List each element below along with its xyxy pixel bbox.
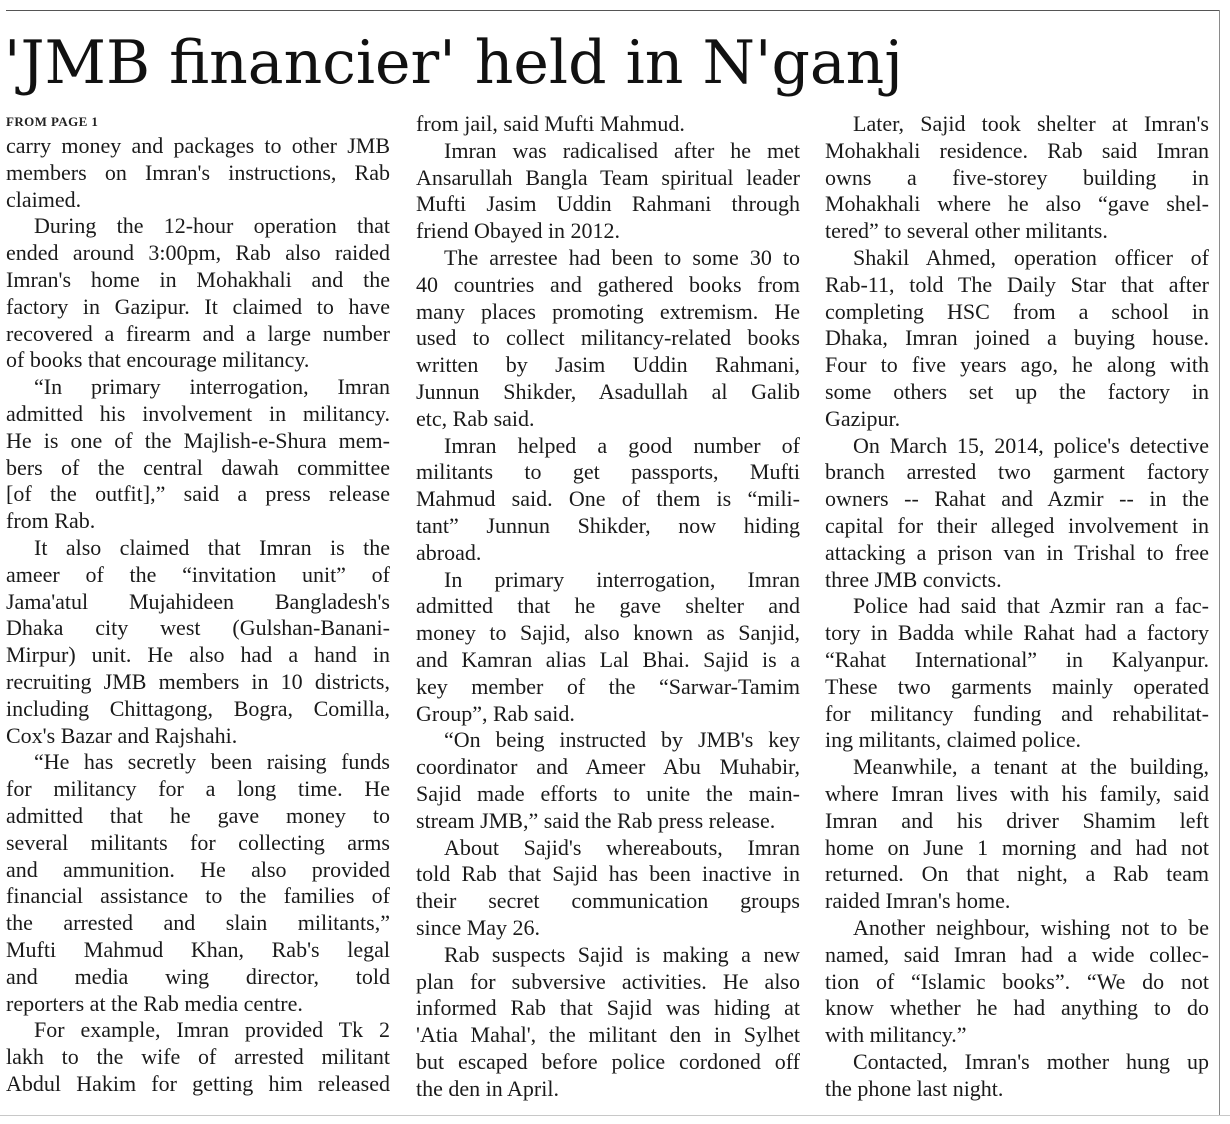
article-line: carry money and packages to other JMB xyxy=(6,133,390,158)
article-line: written by Jasim Uddin Rahmani, xyxy=(416,352,800,378)
article-line: the phone last night. xyxy=(825,1075,1004,1101)
article-line: money to Sajid, also known as Sanjid, xyxy=(416,620,800,646)
article-line: “In primary interrogation, Imran xyxy=(34,374,390,400)
article-line: some others set up the factory in xyxy=(825,378,1209,404)
article-line: militants to get passports, Mufti xyxy=(416,459,800,485)
article-line: ended around 3:00pm, Rab also raided xyxy=(6,240,390,266)
article-line: plan for subversive activities. He also xyxy=(416,968,800,994)
article-line: know whether he had anything to do xyxy=(825,995,1209,1021)
article-line: factory in Gazipur. It claimed to have xyxy=(6,293,390,319)
article-line: ing militants, claimed police. xyxy=(825,727,1081,753)
article-line: named, said Imran had a wide collec- xyxy=(825,941,1209,967)
article-line: Junnun Shikder, Asadullah al Galib xyxy=(416,378,800,404)
article-line: stream JMB,” said the Rab press release. xyxy=(416,807,776,833)
article-line: many places promoting extremism. He xyxy=(416,298,800,324)
article-line: Contacted, Imran's mother hung up xyxy=(853,1048,1209,1074)
article-line: Shakil Ahmed, operation officer of xyxy=(853,244,1209,270)
article-line: Mirpur) unit. He also had a hand in xyxy=(6,642,390,668)
article-line: admitted that he gave shelter and xyxy=(416,593,800,619)
article-line: recruiting JMB members in 10 districts, xyxy=(6,668,390,694)
article-line: Ansarullah Bangla Team spiritual leader xyxy=(416,164,800,190)
article-line: raided Imran's home. xyxy=(825,888,1011,914)
article-line: their secret communication groups xyxy=(416,888,800,914)
article-line: Jama'atul Mujahideen Bangladesh's xyxy=(6,588,390,614)
article-line: Dhaka city west (Gulshan-Banani- xyxy=(6,615,390,641)
article-line: The arrestee had been to some 30 to xyxy=(444,244,800,270)
article-line: lakh to the wife of arrested militant xyxy=(6,1044,390,1070)
article-line: returned. On that night, a Rab team xyxy=(825,861,1209,887)
article-line: admitted his involvement in militancy. xyxy=(6,400,390,426)
article-line: Imran was radicalised after he met xyxy=(444,137,800,163)
article-line: Sajid made efforts to unite the main- xyxy=(416,780,800,806)
article-line: tory in Badda while Rahat had a factory xyxy=(825,620,1209,646)
article-line: On March 15, 2014, police's detective xyxy=(853,432,1209,458)
article-line: Imran helped a good number of xyxy=(444,432,800,458)
article-line: for militancy for a long time. He xyxy=(6,776,390,802)
article-line: reporters at the Rab media centre. xyxy=(6,990,303,1016)
article-line: [of the outfit],” said a press release xyxy=(6,481,390,507)
article-line: These two garments mainly operated xyxy=(825,673,1209,699)
article-line: abroad. xyxy=(416,539,482,565)
article-line: During the 12-hour operation that xyxy=(34,213,390,239)
kicker-from-page: FROM PAGE 1 xyxy=(6,114,99,129)
article-line: Abdul Hakim for getting him released xyxy=(6,1070,390,1096)
article-line: It also claimed that Imran is the xyxy=(34,534,390,560)
article-line: coordinator and Ameer Abu Muhabir, xyxy=(416,754,800,780)
article-line: Dhaka, Imran joined a buying house. xyxy=(825,325,1209,351)
article-line: etc, Rab said. xyxy=(416,405,535,431)
article-line: several militants for collecting arms xyxy=(6,829,390,855)
article-column-1 xyxy=(6,111,390,1098)
article-line: owns a five-storey building in xyxy=(825,164,1209,190)
article-line: branch arrested two garment factory xyxy=(825,459,1209,485)
article-line: Group”, Rab said. xyxy=(416,700,575,726)
article-line: where Imran lives with his family, said xyxy=(825,780,1209,806)
article-line: Imran's home in Mohakhali and the xyxy=(6,266,390,292)
article-line: Rab suspects Sajid is making a new xyxy=(444,941,800,967)
article-line: including Chittagong, Bogra, Comilla, xyxy=(6,695,390,721)
article-line: 'Atia Mahal', the militant den in Sylhet xyxy=(416,1022,800,1048)
article-line: recovered a firearm and a large number xyxy=(6,320,390,346)
top-rule xyxy=(6,10,1220,11)
article-line: since May 26. xyxy=(416,914,541,940)
article-line: home on June 1 morning and had not xyxy=(825,834,1209,860)
article-line: of books that encourage militancy. xyxy=(6,347,310,373)
article-column-3 xyxy=(825,111,1209,1102)
article-line: three JMB convicts. xyxy=(825,566,1002,592)
article-line: Rab-11, told The Daily Star that after xyxy=(825,271,1209,297)
article-line: Gazipur. xyxy=(825,405,901,431)
article-line: from jail, said Mufti Mahmud. xyxy=(416,111,685,136)
article-line: key member of the “Sarwar-Tamim xyxy=(416,673,800,699)
article-line: 40 countries and gathered books from xyxy=(416,271,800,297)
bottom-rule xyxy=(0,1115,1230,1116)
article-line: Imran and his driver Shamim left xyxy=(825,807,1209,833)
article-line: completing HSC from a school in xyxy=(825,298,1209,324)
article-line: ameer of the “invitation unit” of xyxy=(6,561,390,587)
article-line: told Rab that Sajid has been inactive in xyxy=(416,861,800,887)
headline: 'JMB financier' held in N'ganj xyxy=(4,28,903,98)
article-line: “He has secretly been raising funds xyxy=(34,749,390,775)
article-line: Cox's Bazar and Rajshahi. xyxy=(6,722,238,748)
article-line: but escaped before police cordoned off xyxy=(416,1048,800,1074)
article-line: financial assistance to the families of xyxy=(6,883,390,909)
article-line: Later, Sajid took shelter at Imran's xyxy=(853,111,1209,136)
article-line: for militancy funding and rehabilitat- xyxy=(825,700,1209,726)
article-line: Police had said that Azmir ran a fac- xyxy=(853,593,1209,619)
article-line: owners -- Rahat and Azmir -- in the xyxy=(825,486,1209,512)
article-line: “On being instructed by JMB's key xyxy=(444,727,800,753)
article-line: bers of the central dawah committee xyxy=(6,454,390,480)
article-line: Mohakhali where he also “gave shel- xyxy=(825,191,1209,217)
article-line: tant” Junnun Shikder, now hiding xyxy=(416,512,800,538)
article-line: Another neighbour, wishing not to be xyxy=(853,914,1209,940)
article-line: Mahmud said. One of them is “mili- xyxy=(416,486,800,512)
article-line: “Rahat International” in Kalyanpur. xyxy=(825,646,1209,672)
article-line: claimed. xyxy=(6,186,82,212)
article-line: capital for their alleged involvement in xyxy=(825,512,1209,538)
article-line: informed Rab that Sajid was hiding at xyxy=(416,995,800,1021)
article-line: He is one of the Majlish-e-Shura mem- xyxy=(6,427,390,453)
article-line: About Sajid's whereabouts, Imran xyxy=(444,834,800,860)
article-line: Mufti Jasim Uddin Rahmani through xyxy=(416,191,800,217)
article-line: Four to five years ago, he along with xyxy=(825,352,1209,378)
article-column-2 xyxy=(416,111,800,1102)
article-line: the arrested and slain militants,” xyxy=(6,910,390,936)
article-line: from Rab. xyxy=(6,508,96,534)
article-line: admitted that he gave money to xyxy=(6,802,390,828)
article-line: Mufti Mahmud Khan, Rab's legal xyxy=(6,936,390,962)
right-column-rule xyxy=(1219,10,1220,1116)
article-line: the den in April. xyxy=(416,1075,559,1101)
article-line: tered” to several other militants. xyxy=(825,218,1108,244)
article-line: and media wing director, told xyxy=(6,963,390,989)
article-line: and Kamran alias Lal Bhai. Sajid is a xyxy=(416,646,800,672)
article-line: Mohakhali residence. Rab said Imran xyxy=(825,137,1209,163)
article-line: and ammunition. He also provided xyxy=(6,856,390,882)
article-line: attacking a prison van in Trishal to free xyxy=(825,539,1209,565)
article-line: Meanwhile, a tenant at the building, xyxy=(853,754,1209,780)
article-line: For example, Imran provided Tk 2 xyxy=(34,1017,390,1043)
article-line: used to collect militancy-related books xyxy=(416,325,800,351)
article-line: members on Imran's instructions, Rab xyxy=(6,159,390,185)
article-line: friend Obayed in 2012. xyxy=(416,218,621,244)
article-line: with militancy.” xyxy=(825,1022,967,1048)
article-line: tion of “Islamic books”. “We do not xyxy=(825,968,1209,994)
article-line: In primary interrogation, Imran xyxy=(444,566,800,592)
